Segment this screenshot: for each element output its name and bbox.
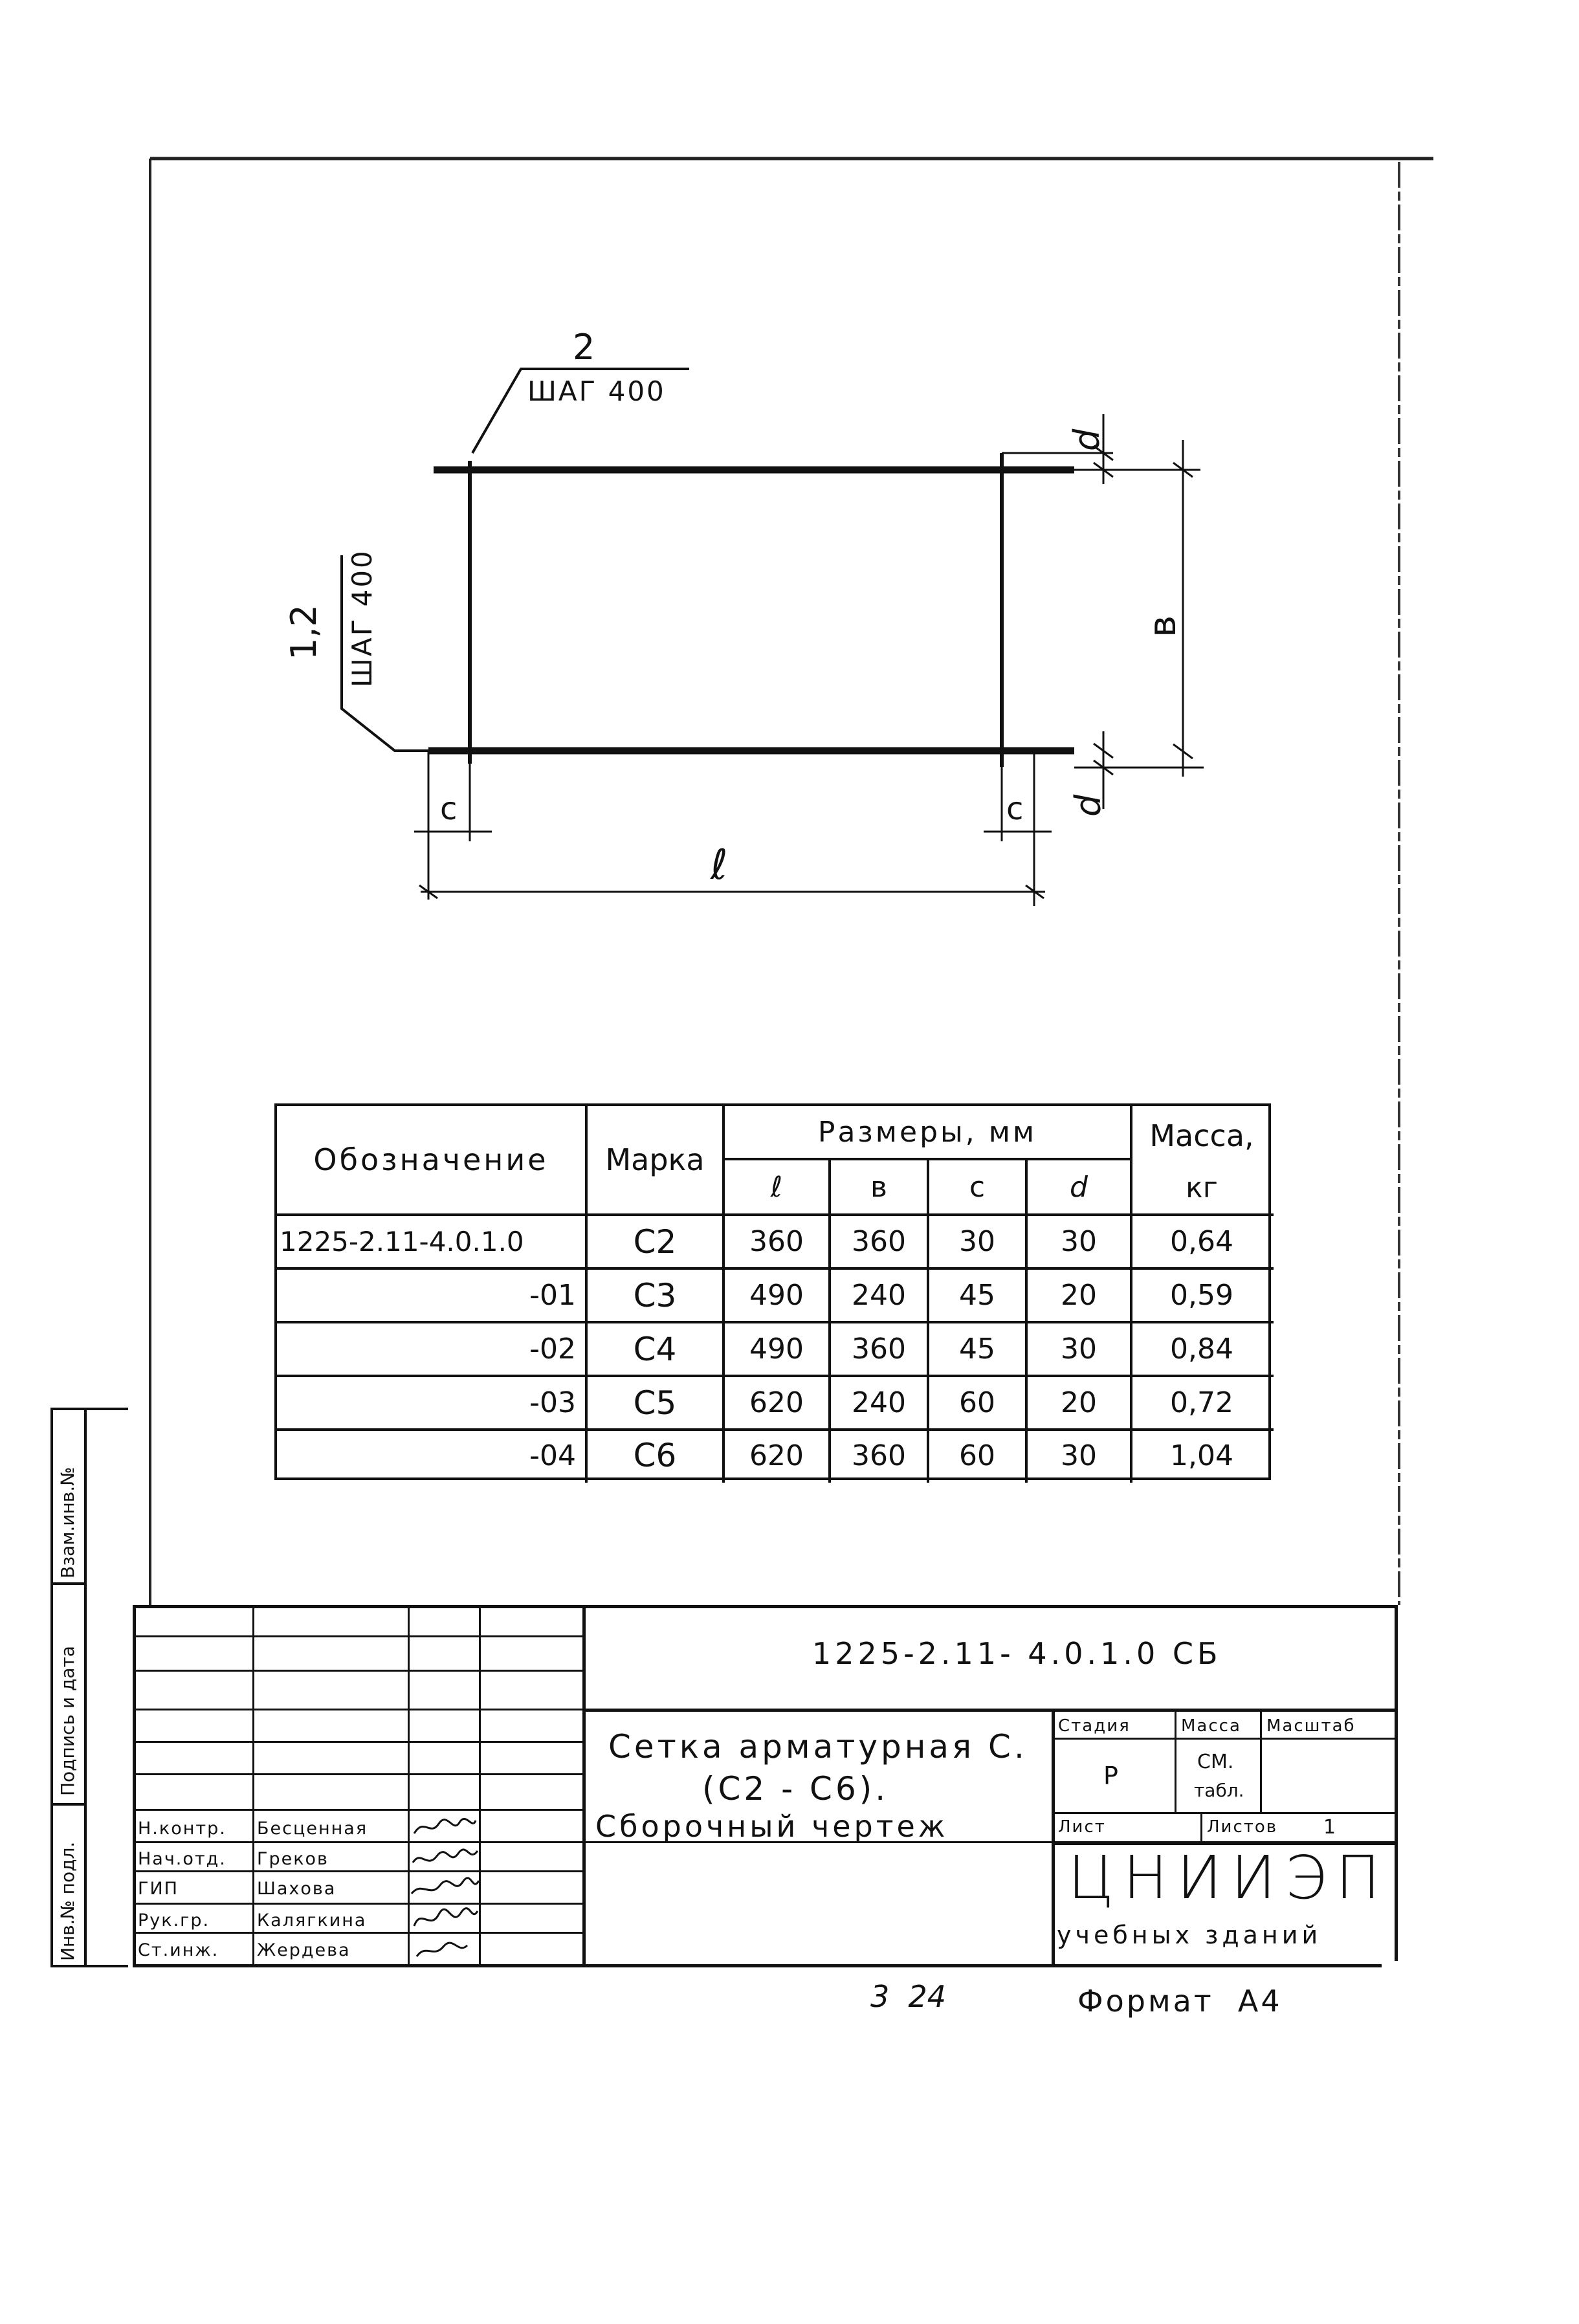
- row-2-l: 490: [749, 1279, 804, 1312]
- row-2-b: 240: [852, 1279, 906, 1312]
- side-stamp: [50, 1408, 128, 1967]
- side-inv-orig: Инв.№ подл.: [57, 1841, 78, 1961]
- dim-label-d-top: d: [1066, 428, 1107, 451]
- signature-role: Нач.отд.: [138, 1849, 226, 1869]
- row-5-designation: -04: [529, 1439, 576, 1472]
- sheets-label: Листов: [1207, 1817, 1278, 1837]
- signature-role: Н.контр.: [138, 1819, 226, 1839]
- signature-name: Калягкина: [257, 1910, 367, 1931]
- row-1-mass: 0,64: [1170, 1225, 1233, 1258]
- row-3-designation: -02: [529, 1333, 576, 1366]
- signature-name: Греков: [257, 1849, 329, 1869]
- row-4-c: 60: [959, 1386, 995, 1419]
- signature-role: Рук.гр.: [138, 1910, 210, 1931]
- row-3-c: 45: [959, 1333, 995, 1366]
- mesh-assembly-drawing: [0, 0, 1579, 971]
- header-d: d: [1070, 1170, 1088, 1204]
- row-1-c: 30: [959, 1225, 995, 1258]
- row-3-mass: 0,84: [1170, 1333, 1233, 1366]
- row-3-mark: С4: [633, 1330, 677, 1368]
- page-number: 3 24: [870, 1979, 947, 2014]
- callout-left-pitch: ШАГ 400: [346, 549, 378, 687]
- organization-sub: учебных зданий: [1057, 1921, 1322, 1949]
- signature-name: Бесценная: [257, 1819, 368, 1839]
- callout-left-number: 1,2: [283, 604, 324, 660]
- header-b: в: [870, 1170, 887, 1204]
- signature-role: Ст.инж.: [138, 1940, 219, 1960]
- row-2-mass: 0,59: [1170, 1279, 1233, 1312]
- dim-label-l: ℓ: [711, 841, 728, 889]
- row-1-designation: 1225-2.11-4.0.1.0: [280, 1226, 524, 1257]
- row-2-designation: -01: [529, 1279, 576, 1312]
- stage-value: Р: [1103, 1762, 1118, 1790]
- title-block: [133, 1605, 1398, 1967]
- signature-name: Шахова: [257, 1879, 337, 1899]
- row-1-l: 360: [749, 1225, 804, 1258]
- row-5-mark: С6: [633, 1437, 677, 1474]
- side-sign-date: Подпись и дата: [57, 1646, 78, 1796]
- handwritten-signatures: [408, 1811, 480, 1966]
- scale-header: Масштаб: [1266, 1716, 1356, 1736]
- header-dimensions: Размеры, мм: [817, 1115, 1037, 1149]
- row-1-d: 30: [1061, 1225, 1097, 1258]
- mass-header: Масса: [1181, 1716, 1241, 1736]
- row-4-l: 620: [749, 1386, 804, 1419]
- row-3-d: 30: [1061, 1333, 1097, 1366]
- signature-name: Жердева: [257, 1940, 351, 1960]
- header-l: ℓ: [770, 1170, 783, 1204]
- row-2-d: 20: [1061, 1279, 1097, 1312]
- row-4-designation: -03: [529, 1386, 576, 1419]
- dim-label-b: в: [1140, 615, 1184, 637]
- row-5-d: 30: [1061, 1439, 1097, 1472]
- row-1-mark: С2: [633, 1223, 677, 1261]
- format-label: Формат А4: [1077, 1984, 1283, 2019]
- row-5-l: 620: [749, 1439, 804, 1472]
- document-code: 1225-2.11- 4.0.1.0 СБ: [812, 1636, 1222, 1671]
- mass-value-line2: табл.: [1194, 1780, 1244, 1801]
- side-inv-replace: Взам.инв.№: [57, 1466, 78, 1578]
- mass-value-line1: СМ.: [1197, 1751, 1234, 1773]
- row-4-mark: С5: [633, 1384, 677, 1422]
- stage-header: Стадия: [1058, 1716, 1131, 1736]
- row-3-l: 490: [749, 1333, 804, 1366]
- callout-top-number: 2: [573, 327, 595, 368]
- header-mass: Масса,: [1149, 1118, 1254, 1153]
- row-2-mark: С3: [633, 1276, 677, 1314]
- title-line3: Сборочный чертеж: [595, 1809, 949, 1844]
- sheet-label: Лист: [1058, 1817, 1106, 1837]
- dim-label-c-left: с: [440, 791, 458, 827]
- row-4-b: 240: [852, 1386, 906, 1419]
- header-c: с: [969, 1170, 986, 1204]
- row-5-b: 360: [852, 1439, 906, 1472]
- signature-role: ГИП: [138, 1879, 179, 1899]
- row-2-c: 45: [959, 1279, 995, 1312]
- organization: ЦНИИЭП: [1068, 1843, 1389, 1912]
- row-4-d: 20: [1061, 1386, 1097, 1419]
- header-designation: Обозначение: [313, 1142, 549, 1177]
- row-5-c: 60: [959, 1439, 995, 1472]
- specification-table: [274, 1103, 1271, 1480]
- header-mark: Марка: [605, 1142, 705, 1177]
- row-3-b: 360: [852, 1333, 906, 1366]
- title-line1: Сетка арматурная С.: [608, 1728, 1028, 1765]
- dim-label-d-bottom: d: [1068, 794, 1109, 817]
- row-4-mass: 0,72: [1170, 1386, 1233, 1419]
- row-5-mass: 1,04: [1170, 1439, 1233, 1472]
- title-line2: (С2 - С6).: [702, 1770, 889, 1808]
- dim-label-c-right: с: [1006, 791, 1024, 827]
- row-1-b: 360: [852, 1225, 906, 1258]
- callout-top-pitch: ШАГ 400: [527, 375, 666, 407]
- sheets-value: 1: [1323, 1816, 1336, 1839]
- header-mass-unit: кг: [1186, 1171, 1218, 1204]
